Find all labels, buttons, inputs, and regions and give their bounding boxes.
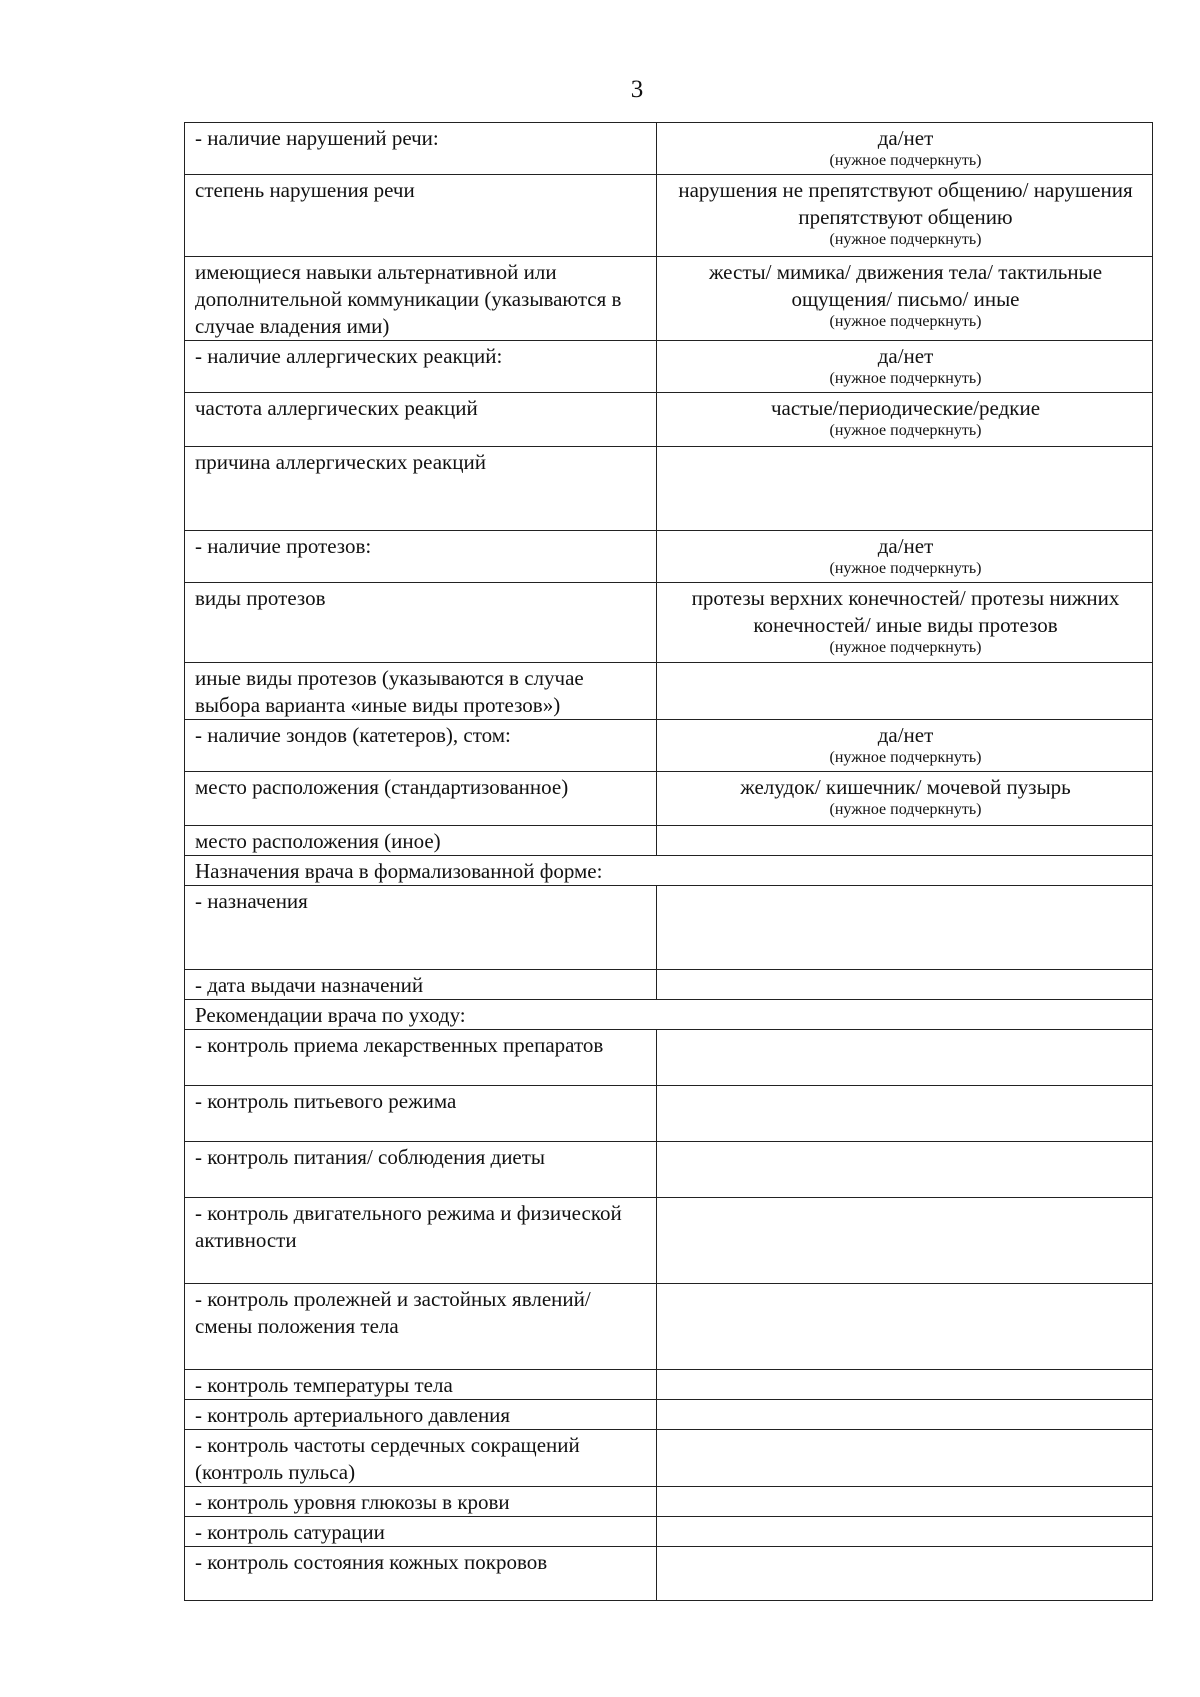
field-value[interactable] <box>657 447 1153 531</box>
field-value[interactable] <box>657 583 1153 663</box>
field-options: да/нет <box>877 723 934 747</box>
section-heading: Назначения врача в формализованной форме: <box>185 856 1153 886</box>
field-label: - контроль уровня глюкозы в крови <box>185 1487 657 1517</box>
field-hint: (нужное подчеркнуть) <box>829 152 982 169</box>
field-value[interactable] <box>657 393 1153 447</box>
table-row <box>185 257 1153 341</box>
table-row <box>185 1547 1153 1601</box>
field-value[interactable] <box>657 772 1153 826</box>
field-label: - контроль сатурации <box>185 1517 657 1547</box>
table-row <box>185 1284 1153 1370</box>
section-row <box>185 1000 1153 1030</box>
field-value[interactable] <box>657 1284 1153 1370</box>
field-label: имеющиеся навыки альтернативной или дополнительной коммуникации (указываются в случае владения ими) <box>185 257 657 341</box>
field-label: - дата выдачи назначений <box>185 970 657 1000</box>
field-value[interactable] <box>657 1547 1153 1601</box>
field-value[interactable] <box>657 1487 1153 1517</box>
field-label: - контроль пролежней и застойных явлений/ смены положения тела <box>185 1284 657 1370</box>
field-value[interactable] <box>657 341 1153 393</box>
section-heading: Рекомендации врача по уходу: <box>185 1000 1153 1030</box>
field-value[interactable] <box>657 886 1153 970</box>
field-hint: (нужное подчеркнуть) <box>829 370 982 387</box>
field-label: - контроль состояния кожных покровов <box>185 1547 657 1601</box>
field-value[interactable] <box>657 663 1153 720</box>
table-row <box>185 1086 1153 1142</box>
table-row <box>185 1142 1153 1198</box>
field-value[interactable] <box>657 123 1153 175</box>
table-row <box>185 531 1153 583</box>
field-hint: (нужное подчеркнуть) <box>829 749 982 766</box>
field-options: жесты/ мимика/ движения тела/ тактильные ощущения/ письмо/ иные <box>708 260 1103 311</box>
field-hint: (нужное подчеркнуть) <box>829 801 982 818</box>
field-label: - контроль частоты сердечных сокращений (контроль пульса) <box>185 1430 657 1487</box>
field-options: да/нет <box>877 534 934 558</box>
field-options: частые/периодические/редкие <box>770 396 1041 420</box>
field-value[interactable] <box>657 1198 1153 1284</box>
field-value[interactable] <box>657 257 1153 341</box>
table-row <box>185 175 1153 257</box>
table-row <box>185 393 1153 447</box>
field-label: частота аллергических реакций <box>185 393 657 447</box>
table-row <box>185 720 1153 772</box>
table-row <box>185 1487 1153 1517</box>
table-row <box>185 1430 1153 1487</box>
field-label: - наличие зондов (катетеров), стом: <box>185 720 657 772</box>
field-label: - наличие нарушений речи: <box>185 123 657 175</box>
field-value[interactable] <box>657 531 1153 583</box>
field-label: причина аллергических реакций <box>185 447 657 531</box>
field-label: - контроль приема лекарственных препаратов <box>185 1030 657 1086</box>
field-hint: (нужное подчеркнуть) <box>829 560 982 577</box>
field-options: желудок/ кишечник/ мочевой пузырь <box>740 775 1071 799</box>
field-value[interactable] <box>657 1142 1153 1198</box>
field-value[interactable] <box>657 1370 1153 1400</box>
table-row <box>185 1400 1153 1430</box>
field-hint: (нужное подчеркнуть) <box>829 422 982 439</box>
field-label: - контроль артериального давления <box>185 1400 657 1430</box>
table-row <box>185 1370 1153 1400</box>
field-options: да/нет <box>877 344 934 368</box>
field-value[interactable] <box>657 1400 1153 1430</box>
table-row <box>185 341 1153 393</box>
field-hint: (нужное подчеркнуть) <box>829 313 982 330</box>
field-label: место расположения (иное) <box>185 826 657 856</box>
field-value[interactable] <box>657 970 1153 1000</box>
field-label: виды протезов <box>185 583 657 663</box>
field-value[interactable] <box>657 175 1153 257</box>
field-value[interactable] <box>657 1030 1153 1086</box>
field-options: протезы верхних конечностей/ протезы нижних конечностей/ иные виды протезов <box>691 586 1120 637</box>
field-label: - наличие аллергических реакций: <box>185 341 657 393</box>
field-value[interactable] <box>657 1086 1153 1142</box>
table-row <box>185 886 1153 970</box>
table-row <box>185 970 1153 1000</box>
field-value[interactable] <box>657 720 1153 772</box>
field-options: нарушения не препятствуют общению/ нарушения препятствуют общению <box>678 178 1133 229</box>
table-row <box>185 826 1153 856</box>
section-row <box>185 856 1153 886</box>
table-row <box>185 1030 1153 1086</box>
field-label: - наличие протезов: <box>185 531 657 583</box>
table-row <box>185 583 1153 663</box>
table-row <box>185 1198 1153 1284</box>
table-row <box>185 123 1153 175</box>
field-value[interactable] <box>657 826 1153 856</box>
table-row <box>185 772 1153 826</box>
field-hint: (нужное подчеркнуть) <box>829 639 982 656</box>
table-row <box>185 447 1153 531</box>
field-label: - контроль питьевого режима <box>185 1086 657 1142</box>
field-label: степень нарушения речи <box>185 175 657 257</box>
form-table <box>184 122 1153 1601</box>
field-label: место расположения (стандартизованное) <box>185 772 657 826</box>
field-label: иные виды протезов (указываются в случае выбора варианта «иные виды протезов») <box>185 663 657 720</box>
field-value[interactable] <box>657 1517 1153 1547</box>
field-value[interactable] <box>657 1430 1153 1487</box>
field-options: да/нет <box>877 126 934 150</box>
field-label: - назначения <box>185 886 657 970</box>
field-label: - контроль питания/ соблюдения диеты <box>185 1142 657 1198</box>
field-hint: (нужное подчеркнуть) <box>829 231 982 248</box>
field-label: - контроль температуры тела <box>185 1370 657 1400</box>
table-row <box>185 663 1153 720</box>
field-label: - контроль двигательного режима и физической активности <box>185 1198 657 1284</box>
page-number: 3 <box>630 76 644 103</box>
table-row <box>185 1517 1153 1547</box>
